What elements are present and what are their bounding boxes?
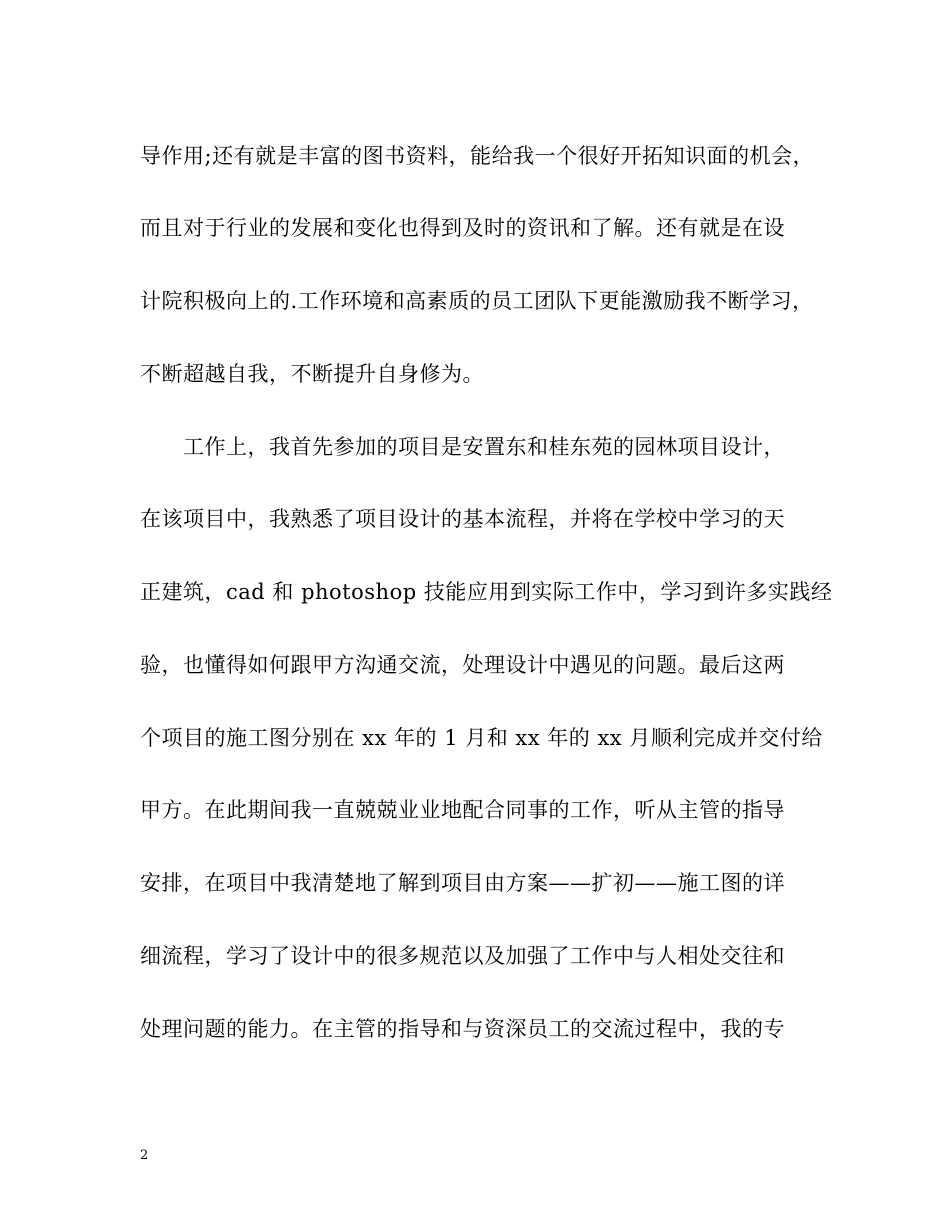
text-line: 甲方。在此期间我一直兢兢业业地配合同事的工作，听从主管的指导 xyxy=(140,798,785,822)
text-line: 正建筑，cad 和 photoshop 技能应用到实际工作中，学习到许多实践经 xyxy=(140,580,833,604)
text-line: 导作用;还有就是丰富的图书资料，能给我一个很好开拓知识面的机会， xyxy=(140,144,815,168)
text-line: 个项目的施工图分别在 xx 年的 1 月和 xx 年的 xx 月顺利完成并交付给 xyxy=(140,726,823,750)
text-line: 工作上，我首先参加的项目是安置东和桂东苑的园林项目设计， xyxy=(140,435,785,459)
text-line: 不断超越自我，不断提升自身修为。 xyxy=(140,362,484,386)
text-line: 细流程，学习了设计中的很多规范以及加强了工作中与人相处交往和 xyxy=(140,944,785,968)
text-line: 安排，在项目中我清楚地了解到项目由方案——扩初——施工图的详 xyxy=(140,871,785,895)
text-line: 在该项目中，我熟悉了项目设计的基本流程，并将在学校中学习的天 xyxy=(140,507,785,531)
text-line: 验，也懂得如何跟甲方沟通交流，处理设计中遇见的问题。最后这两 xyxy=(140,653,785,677)
text-line: 处理问题的能力。在主管的指导和与资深员工的交流过程中，我的专 xyxy=(140,1017,785,1041)
page-number: 2 xyxy=(140,1148,149,1163)
text-line: 计院积极向上的.工作环境和高素质的员工团队下更能激励我不断学习， xyxy=(140,289,814,313)
text-line: 而且对于行业的发展和变化也得到及时的资讯和了解。还有就是在设 xyxy=(140,216,785,240)
